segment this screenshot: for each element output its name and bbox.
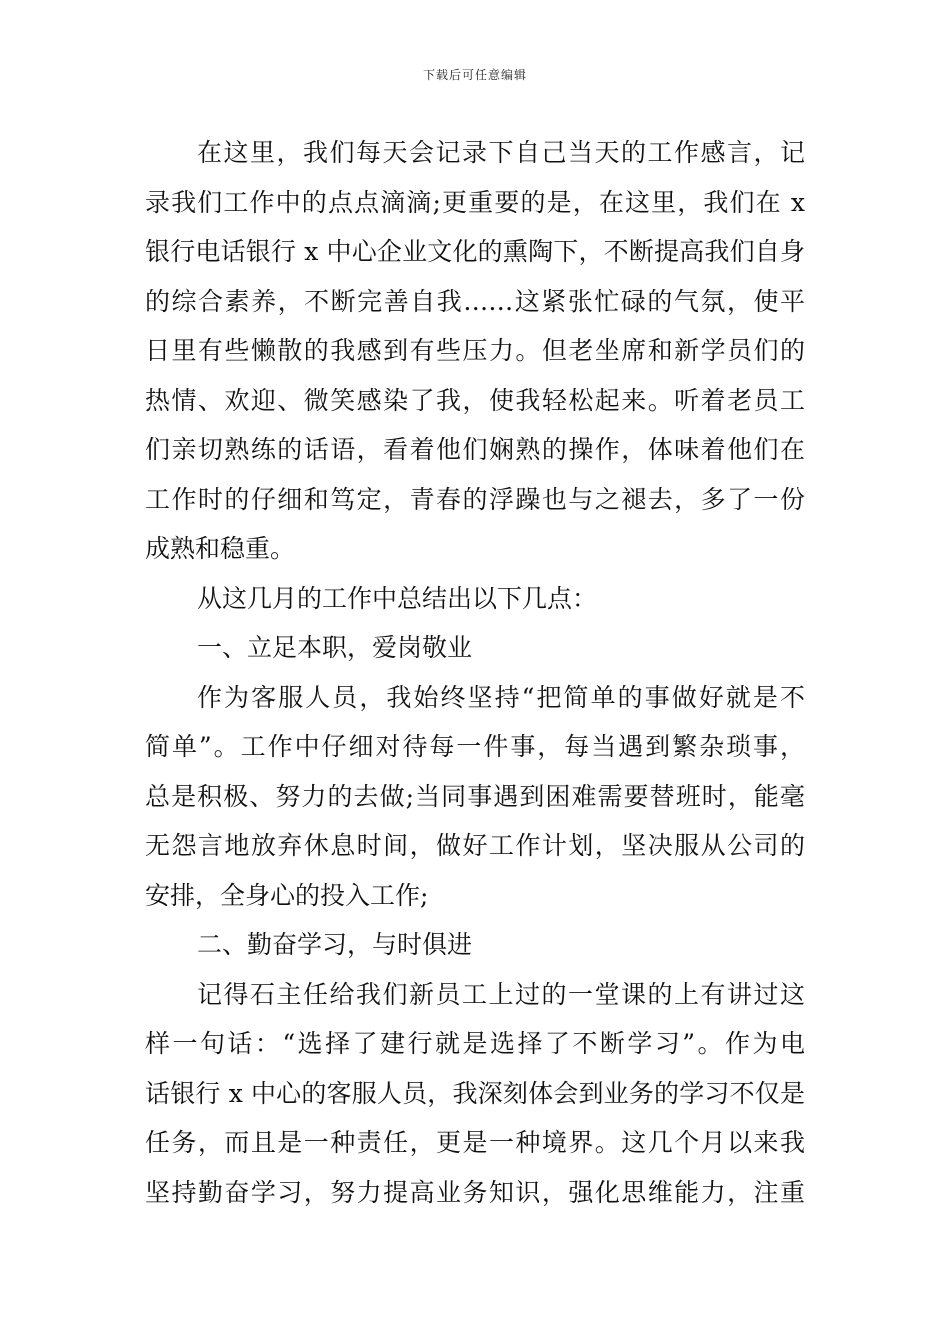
paragraph-line: 热情、欢迎、微笑感染了我，使我轻松起来。听着老员工 [145,385,805,415]
paragraph-line: 话银行 x 中心的客服人员，我深刻体会到业务的学习不仅是 [145,1078,805,1108]
paragraph-line: 在这里，我们每天会记录下自己当天的工作感言，记 [197,138,805,167]
paragraph-line: 们亲切熟练的话语，看着他们娴熟的操作，体味着他们在 [145,435,805,464]
paragraph-line: 无怨言地放弃休息时间，做好工作计划，坚决服从公司的 [145,831,805,860]
paragraph-line: 成熟和稳重。 [145,534,296,563]
paragraph-line: 安排，全身心的投入工作; [145,880,429,910]
section-heading: 二、勤奋学习，与时俱进 [197,930,473,959]
section-heading: 一、立足本职，爱岗敬业 [197,633,473,662]
download-editable-note: 下载后可任意编辑 [422,68,527,82]
paragraph-line: 录我们工作中的点点滴滴;更重要的是，在这里，我们在 x [145,187,805,217]
paragraph-line: 的综合素养，不断完善自我……这紧张忙碌的气氛，使平 [145,286,805,316]
paragraph-line: 总是积极、努力的去做;当同事遇到困难需要替班时，能毫 [145,781,805,811]
paragraph-line: 样一句话：“选择了建行就是选择了不断学习”。作为电 [145,1029,805,1058]
paragraph-line: 日里有些懒散的我感到有些压力。但老坐席和新学员们的 [145,336,805,365]
paragraph-line: 任务，而且是一种责任，更是一种境界。这几个月以来我 [145,1128,805,1157]
paragraph-line: 坚持勤奋学习，努力提高业务知识，强化思维能力，注重 [145,1177,805,1207]
paragraph-line: 简单”。工作中仔细对待每一件事，每当遇到繁杂琐事， [145,732,805,761]
paragraph-line: 作为客服人员，我始终坚持“把简单的事做好就是不 [197,682,805,712]
paragraph-line: 从这几月的工作中总结出以下几点： [197,583,598,613]
paragraph-line: 银行电话银行 x 中心企业文化的熏陶下，不断提高我们自身 [145,237,805,266]
paragraph-line: 工作时的仔细和笃定，青春的浮躁也与之褪去，多了一份 [145,484,805,514]
document-body [145,128,805,1217]
paragraph-line: 记得石主任给我们新员工上过的一堂课的上有讲过这 [197,979,805,1009]
